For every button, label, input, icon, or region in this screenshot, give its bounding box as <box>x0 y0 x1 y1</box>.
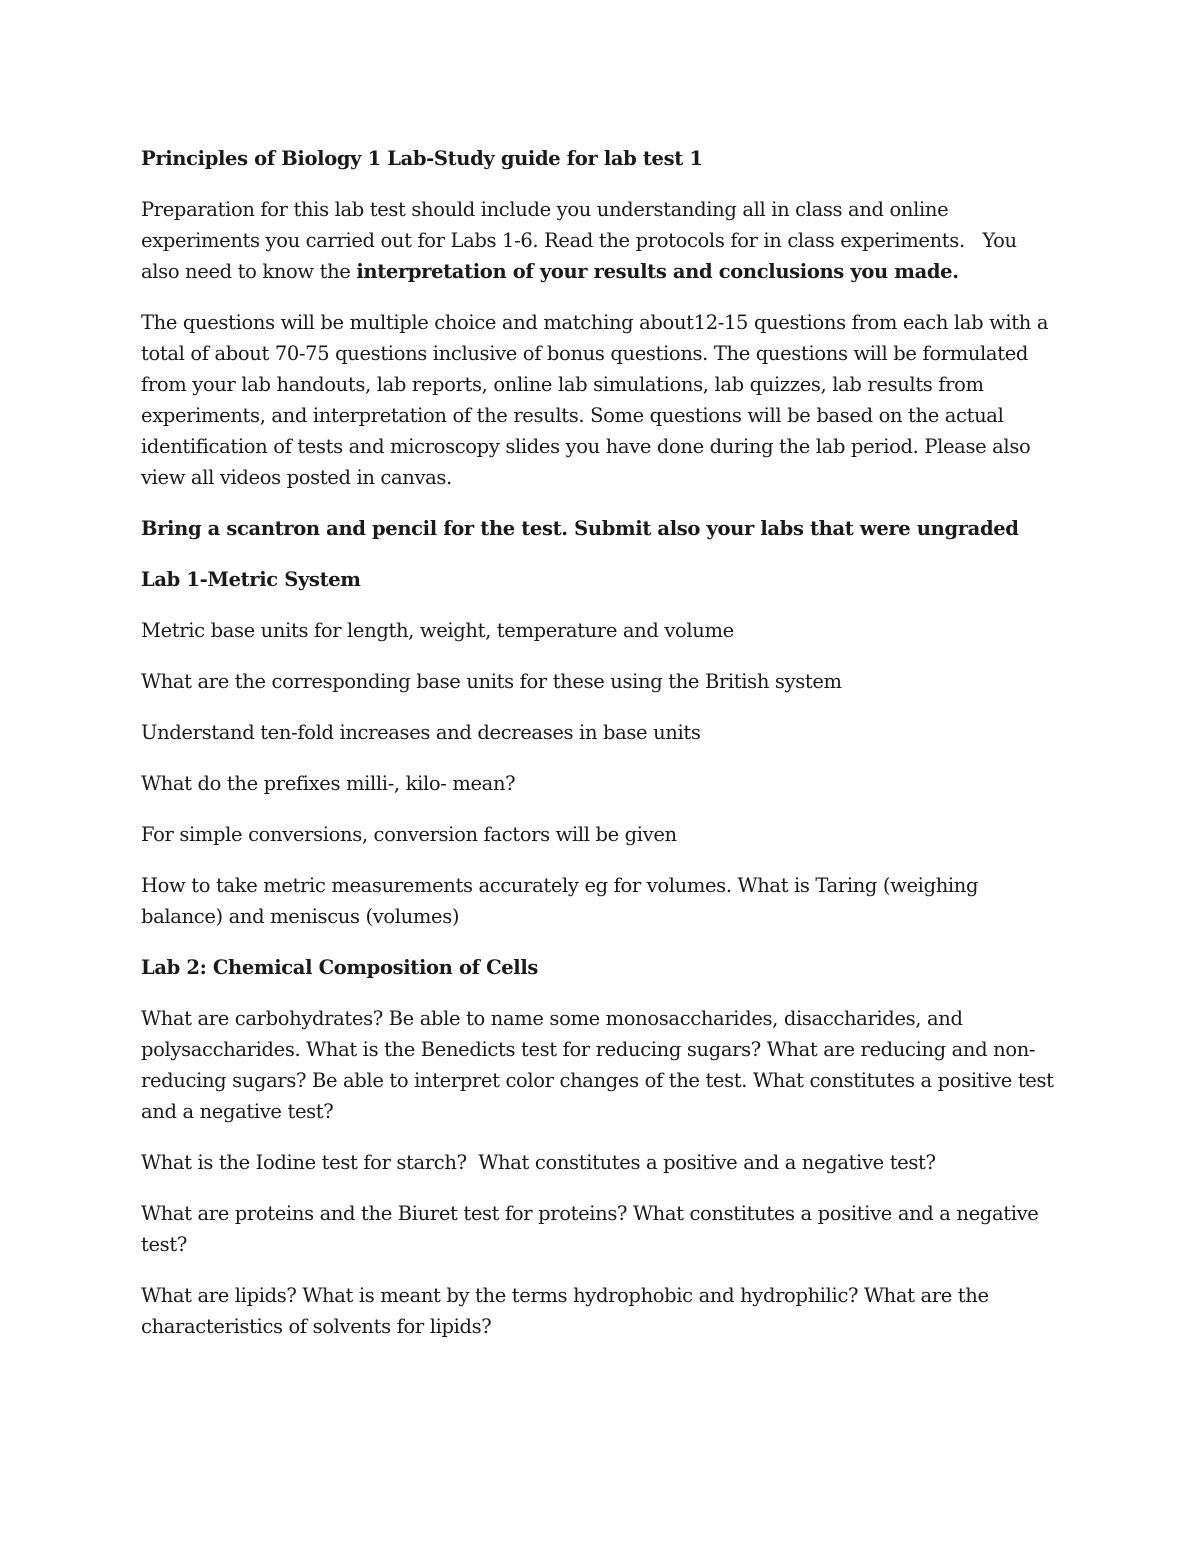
lab2-heading: Lab 2: Chemical Composition of Cells <box>141 956 539 979</box>
lab1-item: What do the prefixes milli-, kilo- mean? <box>141 772 516 795</box>
lab1-item: How to take metric measurements accurately eg for volumes. What is Taring (weighing balance) and meniscus (volumes) <box>141 874 979 928</box>
lab2-item: What are proteins and the Biuret test for proteins? What constitutes a positive and a negative test? <box>141 1202 1039 1256</box>
lab1-item: Understand ten-fold increases and decreases in base units <box>141 721 701 744</box>
lab2-item: What is the Iodine test for starch? What constitutes a positive and a negative test? <box>141 1151 936 1174</box>
lab2-item: What are carbohydrates? Be able to name some monosaccharides, disaccharides, and polysaccharides. What is the Benedicts test for reducing sugars? What are reducing and non-reducing sugars? Be able to interpret color changes of the test. What constitutes a positive test and a negative test? <box>141 1007 1054 1123</box>
lab1-heading: Lab 1-Metric System <box>141 568 361 591</box>
document-title: Principles of Biology 1 Lab-Study guide for lab test 1 <box>141 147 703 170</box>
intro-paragraph <box>141 194 1059 287</box>
questions-paragraph: The questions will be multiple choice and matching about12-15 questions from each lab with a total of about 70-75 questions inclusive of bonus questions. The questions will be formulated from your lab handouts, lab reports, online lab simulations, lab quizzes, lab results from experiments, and interpretation of the results. Some questions will be based on the actual identification of tests and microscopy slides you have done during the lab period. Please also view all videos posted in canvas. <box>141 311 1049 489</box>
lab2-item: What are lipids? What is meant by the terms hydrophobic and hydrophilic? What are the characteristics of solvents for lipids? <box>141 1284 989 1338</box>
lab1-item: Metric base units for length, weight, temperature and volume <box>141 619 734 642</box>
intro-text: Preparation for this lab test should include you understanding all in class and online experiments you carried out for Labs 1-6. Read the protocols for in class experiments. You also need to know the <box>141 198 1023 283</box>
document-body <box>141 143 1059 1362</box>
bring-note: Bring a scantron and pencil for the test. Submit also your labs that were ungraded <box>141 517 1019 540</box>
lab1-item: What are the corresponding base units for these using the British system <box>141 670 842 693</box>
intro-bold-text: interpretation of your results and conclusions you made. <box>356 260 959 283</box>
lab1-item: For simple conversions, conversion factors will be given <box>141 823 677 846</box>
